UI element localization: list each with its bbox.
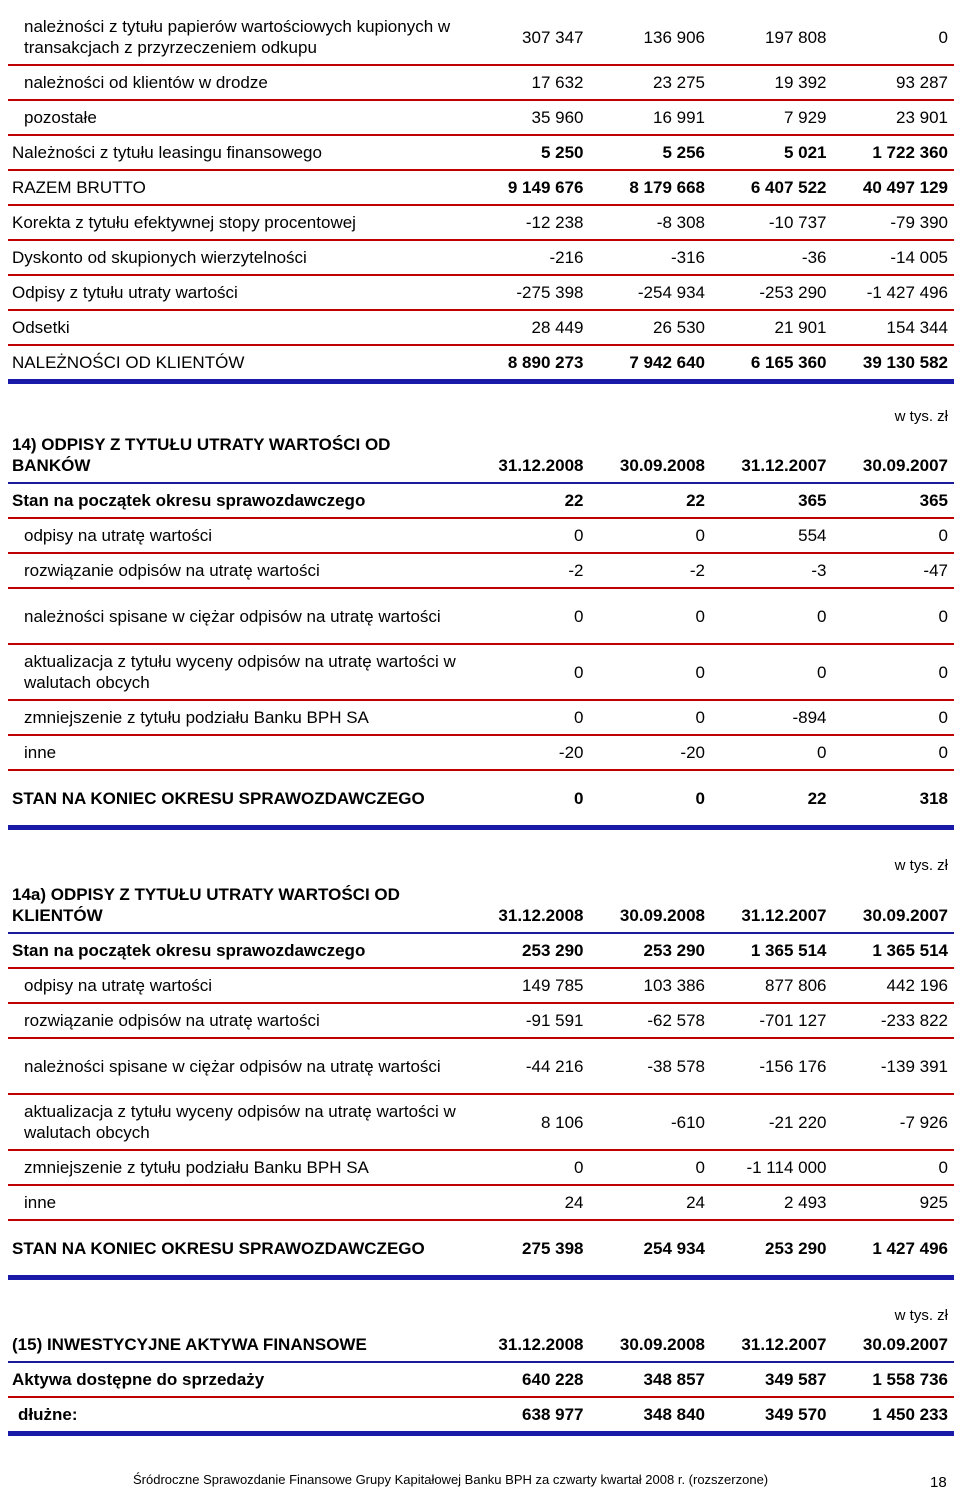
- cell-value: -62 578: [590, 1003, 712, 1038]
- cell-value: 93 287: [833, 65, 955, 100]
- column-header: 31.12.2008: [468, 1328, 590, 1362]
- row-label: inne: [8, 1185, 468, 1220]
- cell-value: 925: [833, 1185, 955, 1220]
- table-row: [8, 644, 954, 700]
- cell-value: 0: [468, 700, 590, 735]
- cell-value: 0: [590, 700, 712, 735]
- cell-value: 35 960: [468, 100, 590, 135]
- cell-value: -10 737: [711, 205, 833, 240]
- cell-value: -44 216: [468, 1038, 590, 1094]
- row-label: Stan na początek okresu sprawozdawczego: [8, 483, 468, 518]
- table-row: [8, 205, 954, 240]
- table-row: [8, 1362, 954, 1397]
- cell-value: 640 228: [468, 1362, 590, 1397]
- row-label: NALEŻNOŚCI OD KLIENTÓW: [8, 345, 468, 382]
- cell-value: -14 005: [833, 240, 955, 275]
- cell-value: 154 344: [833, 310, 955, 345]
- cell-value: 638 977: [468, 1397, 590, 1434]
- cell-value: 1 450 233: [833, 1397, 955, 1434]
- cell-value: 103 386: [590, 968, 712, 1003]
- cell-value: 136 906: [590, 10, 712, 65]
- cell-value: 21 901: [711, 310, 833, 345]
- table-row: [8, 100, 954, 135]
- cell-value: 197 808: [711, 10, 833, 65]
- row-label: odpisy na utratę wartości: [8, 518, 468, 553]
- cell-value: 26 530: [590, 310, 712, 345]
- cell-value: 24: [590, 1185, 712, 1220]
- row-label: STAN NA KONIEC OKRESU SPRAWOZDAWCZEGO: [8, 1220, 468, 1278]
- column-header: 31.12.2008: [468, 878, 590, 933]
- cell-value: 24: [468, 1185, 590, 1220]
- cell-value: 253 290: [590, 933, 712, 968]
- cell-value: 0: [468, 644, 590, 700]
- cell-value: 1 365 514: [833, 933, 955, 968]
- cell-value: 442 196: [833, 968, 955, 1003]
- row-label: Należności z tytułu leasingu finansowego: [8, 135, 468, 170]
- table-row: [8, 1003, 954, 1038]
- row-label: aktualizacja z tytułu wyceny odpisów na utratę wartości w walutach obcych: [8, 1094, 468, 1150]
- cell-value: 307 347: [468, 10, 590, 65]
- cell-value: 0: [833, 518, 955, 553]
- cell-value: 1 365 514: [711, 933, 833, 968]
- cell-value: -253 290: [711, 275, 833, 310]
- row-label: aktualizacja z tytułu wyceny odpisów na utratę wartości w walutach obcych: [8, 644, 468, 700]
- cell-value: -1 114 000: [711, 1150, 833, 1185]
- table-row: [8, 968, 954, 1003]
- row-label: dłużne:: [8, 1397, 468, 1434]
- cell-value: 22: [590, 483, 712, 518]
- cell-value: -156 176: [711, 1038, 833, 1094]
- cell-value: -216: [468, 240, 590, 275]
- cell-value: 7 929: [711, 100, 833, 135]
- cell-value: 0: [833, 735, 955, 770]
- cell-value: 23 275: [590, 65, 712, 100]
- cell-value: 2 493: [711, 1185, 833, 1220]
- cell-value: 554: [711, 518, 833, 553]
- cell-value: -91 591: [468, 1003, 590, 1038]
- table-row: [8, 700, 954, 735]
- table-row: [8, 310, 954, 345]
- row-label: Aktywa dostępne do sprzedaży: [8, 1362, 468, 1397]
- cell-value: 8 179 668: [590, 170, 712, 205]
- cell-value: 0: [590, 518, 712, 553]
- cell-value: -139 391: [833, 1038, 955, 1094]
- receivables-table: [8, 10, 954, 384]
- row-label: zmniejszenie z tytułu podziału Banku BPH SA: [8, 1150, 468, 1185]
- table-row: [8, 588, 954, 644]
- unit-label: w tys. zł: [894, 1307, 948, 1324]
- table-row: [8, 770, 954, 828]
- page-number: 18: [930, 1474, 947, 1491]
- cell-value: 19 392: [711, 65, 833, 100]
- table-row: [8, 240, 954, 275]
- table-row: [8, 135, 954, 170]
- table-row: [8, 1220, 954, 1278]
- column-header: 30.09.2008: [590, 878, 712, 933]
- table-row: [8, 933, 954, 968]
- cell-value: 0: [590, 588, 712, 644]
- unit-label: w tys. zł: [894, 408, 948, 425]
- row-label: odpisy na utratę wartości: [8, 968, 468, 1003]
- cell-value: 365: [711, 483, 833, 518]
- cell-value: -79 390: [833, 205, 955, 240]
- cell-value: 275 398: [468, 1220, 590, 1278]
- table-row: [8, 10, 954, 65]
- cell-value: 7 942 640: [590, 345, 712, 382]
- row-label: inne: [8, 735, 468, 770]
- cell-value: -38 578: [590, 1038, 712, 1094]
- cell-value: 348 857: [590, 1362, 712, 1397]
- cell-value: 40 497 129: [833, 170, 955, 205]
- cell-value: -894: [711, 700, 833, 735]
- column-header: 31.12.2007: [711, 428, 833, 483]
- table-row: [8, 170, 954, 205]
- cell-value: 0: [590, 770, 712, 828]
- row-label: należności z tytułu papierów wartościowych kupionych w transakcjach z przyrzeczeniem odkupu: [8, 10, 468, 65]
- cell-value: 0: [590, 644, 712, 700]
- column-header: 31.12.2007: [711, 878, 833, 933]
- row-label: należności spisane w ciężar odpisów na utratę wartości: [8, 1038, 468, 1094]
- cell-value: 5 256: [590, 135, 712, 170]
- row-label: Odsetki: [8, 310, 468, 345]
- cell-value: 28 449: [468, 310, 590, 345]
- cell-value: 0: [711, 644, 833, 700]
- table-row: [8, 518, 954, 553]
- table-row: [8, 1094, 954, 1150]
- table-row: [8, 1397, 954, 1434]
- cell-value: -233 822: [833, 1003, 955, 1038]
- column-header: 31.12.2008: [468, 428, 590, 483]
- table-header-row: [8, 878, 954, 933]
- cell-value: 8 106: [468, 1094, 590, 1150]
- bank-impairment-table: [8, 428, 954, 830]
- cell-value: 0: [468, 1150, 590, 1185]
- cell-value: 0: [833, 644, 955, 700]
- cell-value: 254 934: [590, 1220, 712, 1278]
- cell-value: -20: [468, 735, 590, 770]
- cell-value: 23 901: [833, 100, 955, 135]
- cell-value: 349 587: [711, 1362, 833, 1397]
- cell-value: 9 149 676: [468, 170, 590, 205]
- investment-assets-table: [8, 1328, 954, 1436]
- cell-value: 0: [468, 588, 590, 644]
- column-header: 30.09.2008: [590, 428, 712, 483]
- table-row: [8, 1150, 954, 1185]
- column-header: 30.09.2008: [590, 1328, 712, 1362]
- cell-value: 0: [833, 700, 955, 735]
- client-impairment-table: [8, 878, 954, 1280]
- row-label: zmniejszenie z tytułu podziału Banku BPH SA: [8, 700, 468, 735]
- row-label: Dyskonto od skupionych wierzytelności: [8, 240, 468, 275]
- table-row: [8, 553, 954, 588]
- cell-value: 6 165 360: [711, 345, 833, 382]
- row-label: Odpisy z tytułu utraty wartości: [8, 275, 468, 310]
- column-header: 30.09.2007: [833, 428, 955, 483]
- cell-value: -8 308: [590, 205, 712, 240]
- cell-value: -21 220: [711, 1094, 833, 1150]
- cell-value: 5 021: [711, 135, 833, 170]
- table-title: 14) ODPISY Z TYTUŁU UTRATY WARTOŚCI OD BANKÓW: [8, 428, 468, 483]
- row-label: rozwiązanie odpisów na utratę wartości: [8, 1003, 468, 1038]
- cell-value: 5 250: [468, 135, 590, 170]
- cell-value: 348 840: [590, 1397, 712, 1434]
- cell-value: -1 427 496: [833, 275, 955, 310]
- table-header-row: [8, 1328, 954, 1362]
- cell-value: -36: [711, 240, 833, 275]
- unit-label: w tys. zł: [894, 857, 948, 874]
- cell-value: -3: [711, 553, 833, 588]
- cell-value: 1 722 360: [833, 135, 955, 170]
- cell-value: 0: [833, 10, 955, 65]
- row-label: rozwiązanie odpisów na utratę wartości: [8, 553, 468, 588]
- table-row: [8, 1185, 954, 1220]
- table-row: [8, 735, 954, 770]
- row-label: pozostałe: [8, 100, 468, 135]
- cell-value: -7 926: [833, 1094, 955, 1150]
- table-row: [8, 483, 954, 518]
- cell-value: 0: [833, 1150, 955, 1185]
- cell-value: -47: [833, 553, 955, 588]
- row-label: należności spisane w ciężar odpisów na utratę wartości: [8, 588, 468, 644]
- row-label: RAZEM BRUTTO: [8, 170, 468, 205]
- cell-value: -275 398: [468, 275, 590, 310]
- cell-value: 253 290: [468, 933, 590, 968]
- cell-value: -610: [590, 1094, 712, 1150]
- table-title: (15) INWESTYCYJNE AKTYWA FINANSOWE: [8, 1328, 468, 1362]
- cell-value: 22: [711, 770, 833, 828]
- cell-value: -12 238: [468, 205, 590, 240]
- table-title: 14a) ODPISY Z TYTUŁU UTRATY WARTOŚCI OD KLIENTÓW: [8, 878, 468, 933]
- cell-value: 0: [711, 588, 833, 644]
- table-row: [8, 345, 954, 382]
- cell-value: 1 558 736: [833, 1362, 955, 1397]
- cell-value: 0: [468, 518, 590, 553]
- cell-value: 22: [468, 483, 590, 518]
- cell-value: 0: [468, 770, 590, 828]
- cell-value: 318: [833, 770, 955, 828]
- cell-value: 8 890 273: [468, 345, 590, 382]
- column-header: 31.12.2007: [711, 1328, 833, 1362]
- cell-value: 6 407 522: [711, 170, 833, 205]
- row-label: Korekta z tytułu efektywnej stopy procentowej: [8, 205, 468, 240]
- cell-value: -316: [590, 240, 712, 275]
- row-label: Stan na początek okresu sprawozdawczego: [8, 933, 468, 968]
- cell-value: -2: [590, 553, 712, 588]
- cell-value: 0: [711, 735, 833, 770]
- cell-value: -701 127: [711, 1003, 833, 1038]
- cell-value: 0: [833, 588, 955, 644]
- cell-value: 149 785: [468, 968, 590, 1003]
- row-label: STAN NA KONIEC OKRESU SPRAWOZDAWCZEGO: [8, 770, 468, 828]
- column-header: 30.09.2007: [833, 1328, 955, 1362]
- cell-value: 17 632: [468, 65, 590, 100]
- cell-value: -20: [590, 735, 712, 770]
- cell-value: 16 991: [590, 100, 712, 135]
- cell-value: -254 934: [590, 275, 712, 310]
- page-footer: Śródroczne Sprawozdanie Finansowe Grupy Kapitałowej Banku BPH za czwarty kwartał 2008 r. (rozszerzone): [133, 1472, 769, 1487]
- cell-value: 39 130 582: [833, 345, 955, 382]
- cell-value: 877 806: [711, 968, 833, 1003]
- cell-value: 349 570: [711, 1397, 833, 1434]
- table-row: [8, 1038, 954, 1094]
- table-header-row: [8, 428, 954, 483]
- table-row: [8, 275, 954, 310]
- cell-value: 1 427 496: [833, 1220, 955, 1278]
- cell-value: 365: [833, 483, 955, 518]
- column-header: 30.09.2007: [833, 878, 955, 933]
- row-label: należności od klientów w drodze: [8, 65, 468, 100]
- cell-value: 253 290: [711, 1220, 833, 1278]
- cell-value: -2: [468, 553, 590, 588]
- cell-value: 0: [590, 1150, 712, 1185]
- table-row: [8, 65, 954, 100]
